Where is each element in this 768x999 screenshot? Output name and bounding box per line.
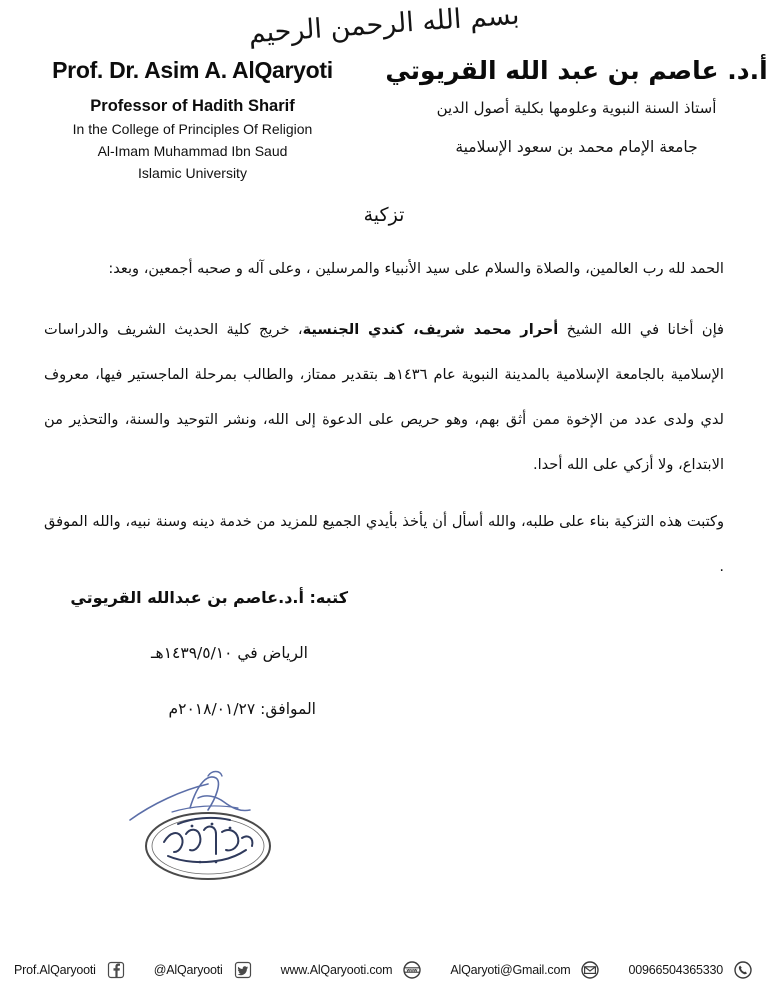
facebook-icon[interactable] [105,959,127,981]
letterhead-arabic [385,55,768,159]
document-body [44,246,724,601]
gregorian-date-line: الموافق: ٢٠١٨/٠١/٢٧م [168,699,316,718]
official-seal-stamp [112,768,302,893]
body-paragraph-1: الحمد لله رب العالمين، والصلاة والسلام على سيد الأنبياء والمرسلين ، وعلى آله و صحبه أجمعين، وبعد: [108,260,724,277]
twitter-handle-label: @AlQaryooti [153,963,223,977]
paragraph-2-text-end: ، خريج كلية الحديث الشريف والدراسات الإسلامية بالجامعة الإسلامية بالمدينة النبوية عام ١٤٣٦هـ بتقدير ممتاز، والطالب بمرحلة الماجستير فيها، معروف لدي ولدى عدد من الإخوة ممن أثق بهم، وهو حريص على الدعوة إلى الله، ونشر التوحيد والسنة، والتحذير من الابتداع، ولا أزكي على الله أحدا. [44,321,724,473]
footer-item-email[interactable] [450,959,601,981]
body-paragraph-2 [44,307,724,487]
email-icon[interactable] [579,959,601,981]
phone-number-label: 00966504365330 [628,963,723,977]
twitter-icon[interactable] [232,959,254,981]
paragraph-2-text-start: فإن أخانا في الله الشيخ [558,321,724,338]
english-name: Prof. Dr. Asim A. AlQaryoti [52,57,333,83]
website-url-label: www.AlQaryooti.com [280,963,393,977]
footer-item-twitter[interactable] [154,959,254,981]
facebook-handle-label: Prof.AlQaryooti [14,963,96,977]
footer-item-phone[interactable] [628,959,754,981]
arabic-name: أ.د. عاصم بن عبد الله القريوتي [385,56,768,85]
page-title: تزكية [363,204,405,226]
english-university-line1: Al-Imam Muhammad Ibn Saud [97,143,288,160]
letterhead [0,55,768,195]
english-university-line2: Islamic University [138,165,247,182]
written-by-line: كتبه: أ.د.عاصم بن عبدالله القريوتي [70,588,348,607]
arabic-university: جامعة الإمام محمد بن سعود الإسلامية [455,138,698,156]
contact-footer [0,953,768,987]
signature-block [0,588,768,718]
basmala-heading: بسم الله الرحمن الرحيم [247,0,521,50]
hijri-date-line: الرياض في ١٤٣٩/٥/١٠هـ [151,644,308,663]
body-paragraph-3: وكتبت هذه التزكية بناء على طلبه، والله أسأل أن يأخذ بأيدي الجميع للمزيد من خدمة دينه وسنة نبيه، والله الموفق . [44,513,724,575]
arabic-title: أستاذ السنة النبوية وعلومها بكلية أصول الدين [436,98,717,117]
email-address-label: AlQaryoti@Gmail.com [450,963,571,977]
english-college-line: In the College of Principles Of Religion [72,121,313,138]
phone-icon[interactable] [732,959,754,981]
footer-item-facebook[interactable] [14,959,127,981]
footer-item-website[interactable] [281,959,424,981]
english-title: Professor of Hadith Sharif [90,97,295,116]
svg-text:www: www [407,967,418,973]
letterhead-english [0,55,385,183]
www-icon[interactable] [401,959,423,981]
student-name-emphasis: أحرار محمد شريف، كندي الجنسية [302,321,559,338]
